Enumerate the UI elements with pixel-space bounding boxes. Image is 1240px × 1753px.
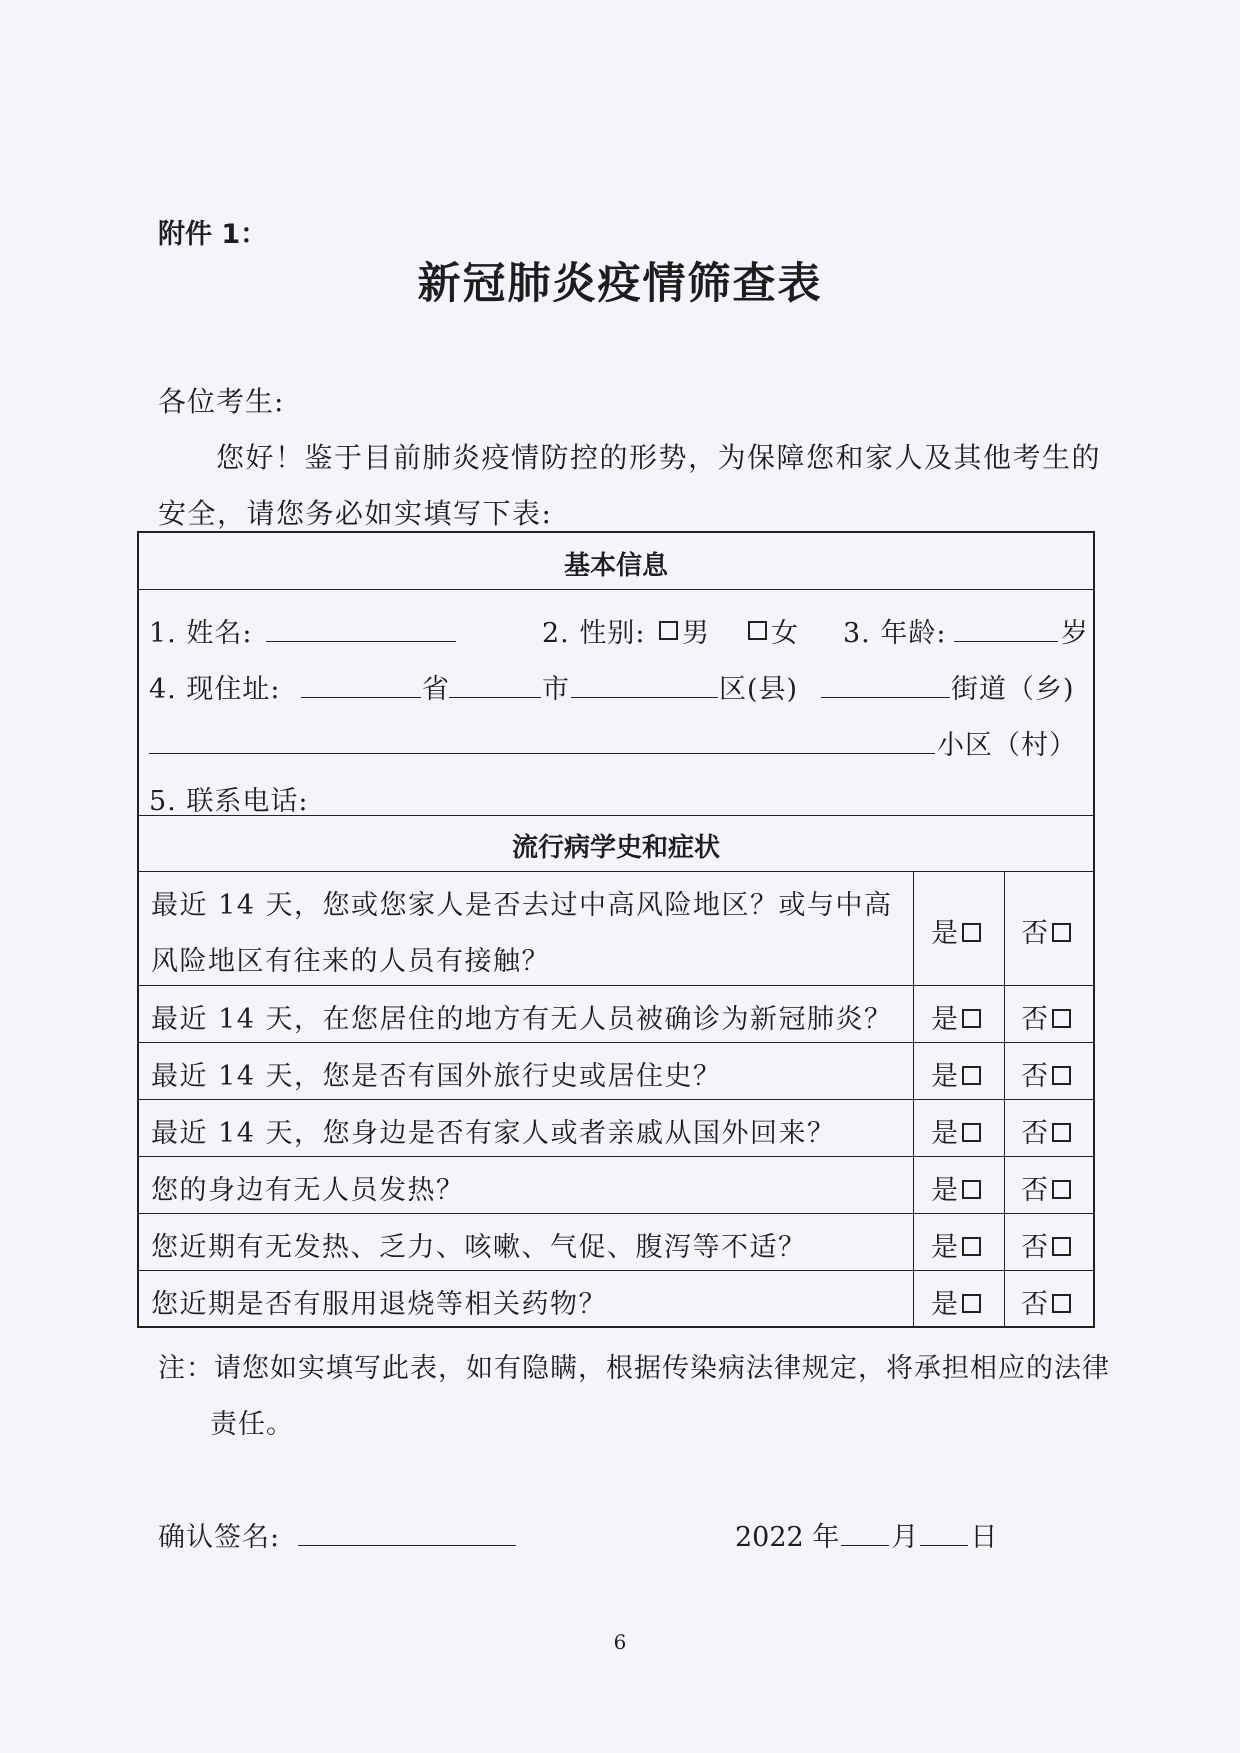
question-5-yes[interactable] xyxy=(931,1168,985,1207)
name-label: 1. 姓名: xyxy=(149,618,253,649)
divider xyxy=(139,589,1093,590)
yes-checkbox[interactable] xyxy=(962,1066,981,1085)
note-line-1: 注：请您如实填写此表，如有隐瞒，根据传染病法律规定，将承担相应的法律 xyxy=(158,1353,1110,1384)
question-4-yes[interactable] xyxy=(931,1111,985,1150)
signature-label: 确认签名: xyxy=(158,1522,281,1553)
no-checkbox[interactable] xyxy=(1052,1180,1071,1199)
divider xyxy=(139,1270,1093,1271)
question-7-no[interactable] xyxy=(1021,1282,1075,1321)
question-2-no[interactable] xyxy=(1021,997,1075,1036)
signature-field[interactable] xyxy=(298,1545,516,1546)
yes-label: 是 xyxy=(931,918,958,949)
yes-label: 是 xyxy=(931,1175,958,1206)
question-6-no[interactable] xyxy=(1021,1225,1075,1264)
date-year: 2022 xyxy=(735,1522,804,1553)
question-7-yes[interactable] xyxy=(931,1282,985,1321)
no-label: 否 xyxy=(1021,918,1048,949)
month-field[interactable] xyxy=(841,1545,889,1546)
city-unit: 市 xyxy=(542,674,570,705)
no-label: 否 xyxy=(1021,1175,1048,1206)
yes-checkbox[interactable] xyxy=(962,1294,981,1313)
male-label: 男 xyxy=(682,618,710,649)
no-label: 否 xyxy=(1021,1004,1048,1035)
question-4: 最近 14 天，您身边是否有家人或者亲戚从国外回来？ xyxy=(151,1118,836,1149)
yes-checkbox[interactable] xyxy=(962,1180,981,1199)
female-label: 女 xyxy=(771,618,799,649)
question-2-yes[interactable] xyxy=(931,997,985,1036)
question-5-no[interactable] xyxy=(1021,1168,1075,1207)
city-field[interactable] xyxy=(449,697,541,698)
female-checkbox[interactable] xyxy=(748,621,767,640)
question-1-no[interactable] xyxy=(1021,911,1075,950)
question-6-yes[interactable] xyxy=(931,1225,985,1264)
province-field[interactable] xyxy=(301,697,421,698)
date-year-unit: 年 xyxy=(812,1522,840,1553)
no-label: 否 xyxy=(1021,1061,1048,1092)
province-unit: 省 xyxy=(422,674,450,705)
community-unit: 小区（村） xyxy=(937,730,1077,761)
yes-checkbox[interactable] xyxy=(962,923,981,942)
date-day-unit: 日 xyxy=(970,1522,998,1553)
divider xyxy=(139,1042,1093,1043)
divider xyxy=(139,1213,1093,1214)
yes-label: 是 xyxy=(931,1004,958,1035)
question-1-line-1: 最近 14 天，您或您家人是否去过中高风险地区？或与中高 xyxy=(151,890,893,921)
question-3-yes[interactable] xyxy=(931,1054,985,1093)
street-unit: 街道（乡) xyxy=(951,674,1075,705)
address-label: 4. 现住址: xyxy=(149,674,281,705)
no-label: 否 xyxy=(1021,1232,1048,1263)
question-3-no[interactable] xyxy=(1021,1054,1075,1093)
note-line-2: 责任。 xyxy=(210,1409,294,1440)
divider xyxy=(139,1099,1093,1100)
basic-info-heading: 基本信息 xyxy=(563,551,668,581)
no-checkbox[interactable] xyxy=(1052,1123,1071,1142)
question-1-yes[interactable] xyxy=(931,911,985,950)
yes-label: 是 xyxy=(931,1289,958,1320)
epi-heading: 流行病学史和症状 xyxy=(511,833,720,863)
intro-line-1: 您好！鉴于目前肺炎疫情防控的形势，为保障您和家人及其他考生的 xyxy=(216,441,1102,474)
no-label: 否 xyxy=(1021,1289,1048,1320)
date-line xyxy=(735,1515,997,1554)
page-number: 6 xyxy=(613,1630,627,1654)
no-checkbox[interactable] xyxy=(1052,1066,1071,1085)
age-unit: 岁 xyxy=(1061,618,1089,649)
yes-checkbox[interactable] xyxy=(962,1009,981,1028)
question-1-line-2: 风险地区有往来的人员有接触？ xyxy=(151,946,550,977)
yes-checkbox[interactable] xyxy=(962,1123,981,1142)
male-checkbox[interactable] xyxy=(659,621,678,640)
no-checkbox[interactable] xyxy=(1052,1237,1071,1256)
day-field[interactable] xyxy=(920,1545,968,1546)
gender-label: 2. 性别: xyxy=(542,618,646,649)
question-5: 您的身边有无人员发热？ xyxy=(151,1175,465,1206)
no-checkbox[interactable] xyxy=(1052,1009,1071,1028)
age-field[interactable] xyxy=(954,641,1058,642)
question-6: 您近期有无发热、乏力、咳嗽、气促、腹泻等不适？ xyxy=(151,1232,807,1263)
no-checkbox[interactable] xyxy=(1052,1294,1071,1313)
divider xyxy=(139,985,1093,986)
attachment-label: 附件 1： xyxy=(158,219,268,250)
no-label: 否 xyxy=(1021,1118,1048,1149)
no-checkbox[interactable] xyxy=(1052,923,1071,942)
question-3: 最近 14 天，您是否有国外旅行史或居住史？ xyxy=(151,1061,722,1092)
district-unit: 区(县) xyxy=(719,674,799,705)
intro-line-2: 安全，请您务必如实填写下表: xyxy=(158,497,553,530)
community-field[interactable] xyxy=(149,753,935,754)
question-7: 您近期是否有服用退烧等相关药物？ xyxy=(151,1289,607,1320)
yes-label: 是 xyxy=(931,1061,958,1092)
phone-label: 5. 联系电话: xyxy=(149,786,309,817)
divider xyxy=(139,871,1093,872)
yes-label: 是 xyxy=(931,1232,958,1263)
page-title: 新冠肺炎疫情筛查表 xyxy=(417,259,823,309)
screening-form-table xyxy=(137,531,1095,1328)
yes-label: 是 xyxy=(931,1118,958,1149)
question-2: 最近 14 天，在您居住的地方有无人员被确诊为新冠肺炎？ xyxy=(151,1004,893,1035)
street-field[interactable] xyxy=(821,697,950,698)
district-field[interactable] xyxy=(571,697,718,698)
name-field[interactable] xyxy=(266,641,456,642)
age-label: 3. 年龄: xyxy=(843,618,947,649)
date-month-unit: 月 xyxy=(891,1522,919,1553)
yes-checkbox[interactable] xyxy=(962,1237,981,1256)
question-4-no[interactable] xyxy=(1021,1111,1075,1150)
divider xyxy=(139,815,1093,816)
divider xyxy=(139,1156,1093,1157)
salutation: 各位考生: xyxy=(158,385,285,418)
